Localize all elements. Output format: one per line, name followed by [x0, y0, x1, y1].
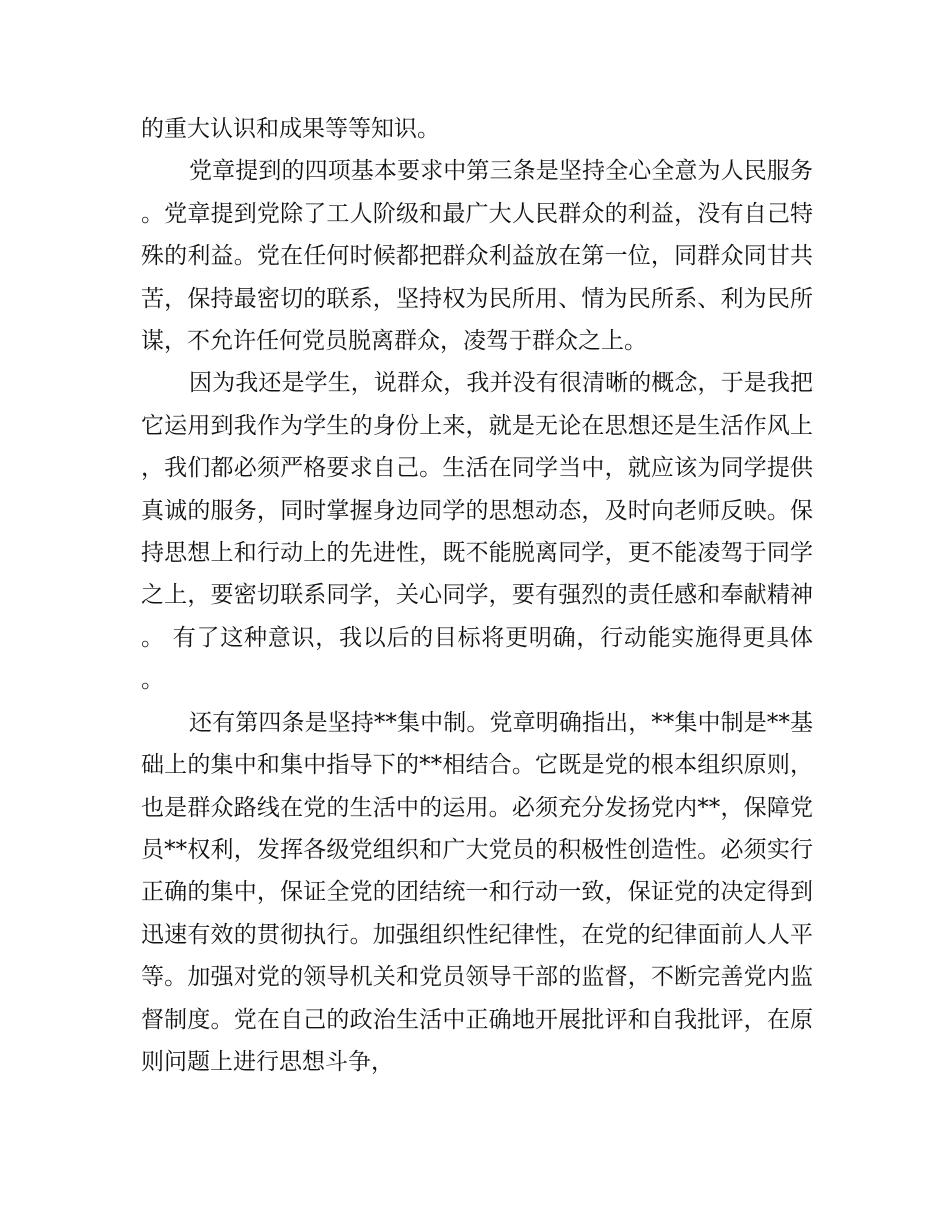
paragraph-third-requirement: 党章提到的四项基本要求中第三条是坚持全心全意为人民服务。党章提到党除了工人阶级和最广大人民群众的利益，没有自己特殊的利益。党在任何时候都把群众利益放在第一位，同群众同甘共苦，保持最密切的联系，坚持权为民所用、情为民所系、利为民所谋，不允许任何党员脱离群众，凌驾于群众之上。 [141, 158, 813, 355]
document-page [141, 108, 813, 1083]
paragraph-continuation: 的重大认识和成果等等知识。 [141, 116, 440, 142]
paragraph-student-reflection: 因为我还是学生，说群众，我并没有很清晰的概念，于是我把它运用到我作为学生的身份上来，就是无论在思想还是生活作风上，我们都必须严格要求自己。生活在同学当中，就应该为同学提供真诚的服务，同时掌握身边同学的思想动态，及时向老师反映。保持思想上和行动上的先进性，既不能脱离同学，更不能凌驾于同学之上，要密切联系同学，关心同学，要有强烈的责任感和奉献精神。 有了这种意识，我以后的目标将更明确，行动能实施得更具体。 [141, 370, 813, 694]
paragraph-fourth-requirement: 还有第四条是坚持**集中制。党章明确指出，**集中制是**基础上的集中和集中指导下的**相结合。它既是党的根本组织原则，也是群众路线在党的生活中的运用。必须充分发扬党内**，保障党员**权利，发挥各级党组织和广大党员的积极性创造性。必须实行正确的集中，保证全党的团结统一和行动一致，保证党的决定得到迅速有效的贯彻执行。加强组织性纪律性，在党的纪律面前人人平等。加强对党的领导机关和党员领导干部的监督，不断完善党内监督制度。党在自己的政治生活中正确地开展批评和自我批评，在原则问题上进行思想斗争， [141, 709, 813, 1075]
